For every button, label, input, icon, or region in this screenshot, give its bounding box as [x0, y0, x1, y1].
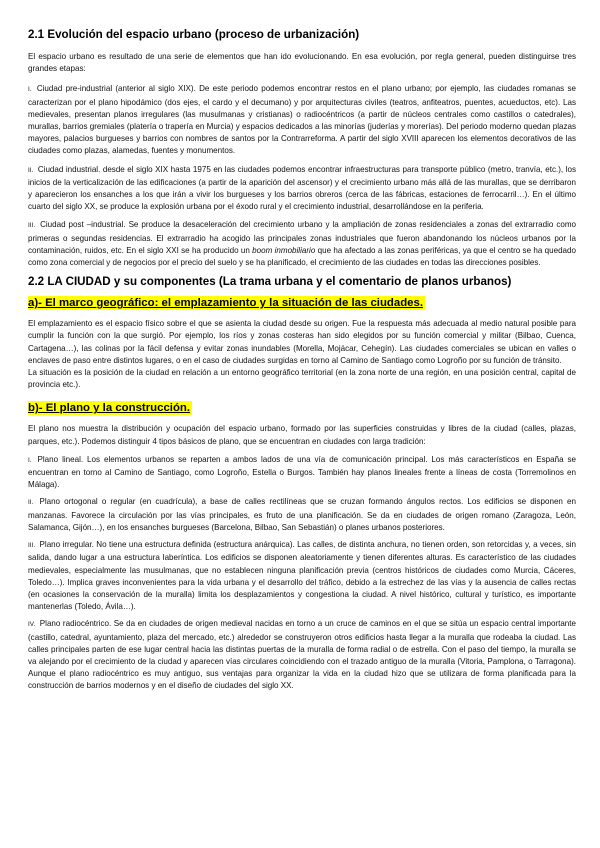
- italic-term: boom inmobiliario: [252, 245, 316, 255]
- stage-text: Ciudad pre-industrial (anterior al siglo XIX). De este periodo podemos encontrar restos en el plano urbano; por ejemplo, las ciudades romanas se caracterizan por el plano hipodámico (dos ejes, el cardo y el decumano) y por arquitecturas civiles (teatros, anfiteatros, puentes, acueductos, etc). Las medievales, presentan planos irregulares (las musulmanas y cristianas) o radiocéntricos (a partir de núcleos centrales como castillos o catedrales), murallas, barrios gremiales (platería o trapería en Murcia) y espacios dedicados a las minorías (juderías y morerías). Del periodo moderno quedan plazas mayores, palacios burgueses y barrios con nombres de santos por la Contrarreforma. A partir del siglo XVIII aparecen los elementos decorativos de las ciudades como plazas, alamedas, fuentes y monumentos.: [28, 84, 576, 156]
- stage-industrial: [28, 164, 576, 214]
- stage-preindustrial: [28, 83, 576, 157]
- plan-text: Plano lineal. Los elementos urbanos se reparten a ambos lados de una vía de comunicación principal. Los más característicos en España se encuentran en torno al Camino de Santiago, como Logroño, Estella o Burgos. También hay planos lineales frente a líneas de costa (Torremolinos en Málaga).: [28, 454, 576, 490]
- intro-paragraph: El espacio urbano es resultado de una serie de elementos que han ido evolucionando. En esa evolución, por regla general, pueden distinguirse tres grandes etapas:: [28, 52, 576, 74]
- section-title-evolucion: 2.1 Evolución del espacio urbano (proceso de urbanización): [28, 28, 360, 41]
- plan-lineal: [28, 454, 576, 492]
- plan-number: II.: [28, 499, 34, 507]
- plan-text: Plano radiocéntrico. Se da en ciudades de origen medieval nacidas en torno a un cruce de caminos en el que se sitúa un espacio central importante (castillo, catedral, ayuntamiento, plaza del mercado, etc.) alrededor se construyeron otros edificios hasta llegar a la muralla que rodeaba la ciudad. Las calles principales parten de ese lugar central hacia las distintas puertas de la muralla de forma radial o de estrella. Con el paso del tiempo, la muralla se va alejando por el crecimiento de la ciudad y aparecen vías circulares coincidiendo con el trazado antiguo de la muralla (Vitoria, Pamplona, o Tarragona). Aunque el plano radiocéntrico es muy antiguo, sus ventajas para organizar la vida en la ciudad hizo que se utilizara de forma planificada para la construcción de barrios modernos y en el diseño de ciudades del siglo XX.: [28, 619, 576, 691]
- stage-postindustrial: [28, 219, 576, 269]
- stage-text-continued: que ha afectado a las zonas periféricas, ya que el centro se ha quedado como zona comercial y de negocios por el precio del suelo y se ha planificado, el crecimiento de las ciudades en todas las direcciones posibles.: [28, 245, 576, 268]
- plan-number: IV.: [28, 621, 36, 629]
- stage-text: Ciudad post –industrial. Se produce la desaceleración del crecimiento urbano y la ampliación de zonas residenciales a zonas del extrarradio como primeras o segundas residencias. El extrarradio ha acogido las principales zonas industriales que fueron abandonando los núcleos urbanos por la contaminación, ruidos, etc. En el siglo XXI se ha producido un: [28, 220, 576, 255]
- plan-ortogonal: [28, 496, 576, 534]
- plan-text: Plano ortogonal o regular (en cuadrícula), a base de calles rectilíneas que se cruzan formando ángulos rectos. Los edificios se disponen en manzanas. Favorece la circulación por las vías principales, es fruto de una planificación. Se da en ciudades de origen romano (Zaragoza, León, Salamanca, Gijón…), en los ensanches burgueses (Barcelona, Bilbao, San Sebastián) o planes urbanos posteriores.: [28, 497, 576, 532]
- section-title-ciudad: 2.2 LA CIUDAD y su componentes (La trama urbana y el comentario de planos urbanos): [28, 275, 512, 289]
- document-page: [28, 28, 576, 693]
- plan-text: Plano irregular. No tiene una estructura definida (estructura anárquica). Las calles, de distinta anchura, no tienen orden, son retorcidas y, a veces, sin salida, dando lugar a una estructura laberíntica. Los edificios se disponen aleatoriamente y tienen diferentes alturas. Es característico de las ciudades medievales, especialmente las musulmanas, que no establecen ninguna planificación previa (centros históricos de ciudades como Murcia, Cáceres, Toledo…). Implica graves inconvenientes para la vida urbana y el desarrollo del tráfico, debido a la estrechez de las vías y la ausencia de calles rectas (en ocasiones la conservación de la muralla) limita los desplazamientos y congestiona la ciudad. A nivel histórico, cultural y turístico, es importante mantenerlas (Toledo, Ávila…).: [28, 540, 576, 612]
- plan-radiocentrico: [28, 618, 576, 692]
- heading-plano-construccion: b)- El plano y la construcción.: [28, 402, 191, 415]
- plan-number: I.: [28, 456, 32, 464]
- stage-number: I.: [28, 86, 32, 94]
- plano-intro-paragraph: El plano nos muestra la distribución y ocupación del espacio urbano, formado por las superficies construidas y libres de la ciudad (calles, plazas, parques, etc.). Podemos distinguir 4 tipos básicos de plano, que se encuentran en ciudades con larga tradición:: [28, 424, 576, 446]
- stage-number: II.: [28, 166, 34, 174]
- stage-text: Ciudad industrial. desde el siglo XIX hasta 1975 en las ciudades podemos encontrar infraestructuras para transporte público (metro, tranvía, etc.), los inicios de la verticalización de las edificaciones (a partir de la aparición del ascensor) y el crecimiento urbano más allá de las murallas, que se derribaron y aparecieron los ensanches a los que irán a vivir los burgueses y los barrios obreros (cerca de las fábricas, estaciones de ferrocarril…). En el último cuarto del siglo XX, se produce la explosión urbana por el éxodo rural y el crecimiento industrial, desarrollándose en la periferia.: [28, 164, 576, 212]
- plan-irregular: [28, 539, 576, 613]
- situacion-paragraph: La situación es la posición de la ciudad en relación a un entorno geográfico territorial (en la zona norte de una región, en una posición central, capital de provincia etc.).: [28, 368, 576, 390]
- stage-number: III.: [28, 222, 36, 230]
- heading-marco-geografico: a)- El marco geográfico: el emplazamiento y la situación de las ciudades.: [28, 297, 423, 310]
- plan-number: III.: [28, 542, 36, 550]
- emplazamiento-paragraph: El emplazamiento es el espacio físico sobre el que se asienta la ciudad desde su origen. Fue la respuesta más adecuada al medio natural posible para cumplir la función con la que surgió. Por ejemplo, los ríos y zonas costeras han sido elegidos por su función comercial y militar (Bilbao, Cuenca, Cartagena…), las colinas por la fácil defensa y evitar zonas inundables (Morella, Mojácar, Cehegín). Las ciudades comerciales se ubican en valles o enclaves de paso entre distintos lugares, o en el caso de ciudades surgidas en torno al Camino de Santiago como Logroño por su función de tránsito.: [28, 319, 576, 365]
